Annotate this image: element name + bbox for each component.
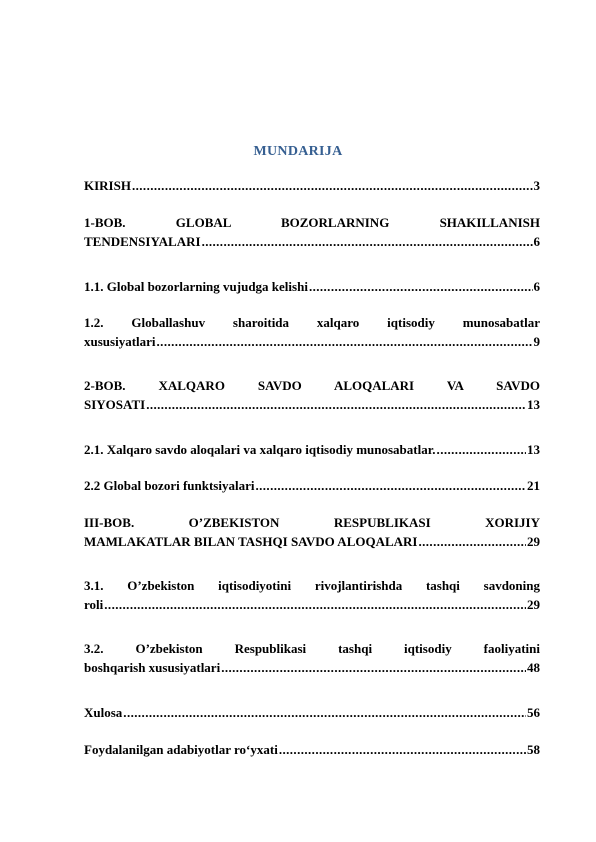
toc-entry-2-1[interactable] xyxy=(84,440,540,459)
toc-line xyxy=(84,740,540,759)
toc-entry-text: 2.2 Global bozori funktsiyalari xyxy=(84,478,255,493)
toc-entry-text: boshqarish xususiyatlari xyxy=(84,660,221,675)
toc-line: 1.2. Globallashuv sharoitida xalqaro iqtisodiy munosabatlar xyxy=(84,315,540,330)
toc-line xyxy=(84,532,540,551)
toc-entry-chapter-3[interactable] xyxy=(84,513,540,551)
toc-line: 3.1. O’zbekiston iqtisodiyotini rivojlantirishda tashqi savdoning xyxy=(84,578,540,593)
toc-entry-chapter-1[interactable] xyxy=(84,213,540,251)
toc-entry-text: 2.1. Xalqaro savdo aloqalari va xalqaro iqtisodiy munosabatlar. xyxy=(84,442,436,457)
toc-leader xyxy=(418,532,526,551)
toc-page-number: 9 xyxy=(533,334,540,349)
toc-line xyxy=(84,595,540,614)
toc-page-number: 21 xyxy=(527,478,540,493)
toc-leader xyxy=(437,440,526,459)
toc-line: III-BOB. O’ZBEKISTON RESPUBLIKASI XORIJIY xyxy=(84,515,540,530)
toc-line xyxy=(84,395,540,414)
toc-entry-2-2[interactable] xyxy=(84,476,540,495)
toc-entry-text: roli xyxy=(84,597,104,612)
toc-entry-text: KIRISH xyxy=(84,178,131,193)
toc-entry-xulosa[interactable] xyxy=(84,703,540,722)
toc-line xyxy=(84,332,540,351)
toc-entry-chapter-2[interactable] xyxy=(84,376,540,414)
toc-entry-1-1[interactable] xyxy=(84,277,540,296)
toc-entry-3-1[interactable] xyxy=(84,576,540,614)
toc-page-number: 58 xyxy=(527,742,540,757)
toc-leader xyxy=(146,395,526,414)
toc-page-number: 29 xyxy=(527,534,540,549)
toc-line: 1-BOB. GLOBAL BOZORLARNING SHAKILLANISH xyxy=(84,215,540,230)
toc-line xyxy=(84,703,540,722)
toc-entry-bibliography[interactable] xyxy=(84,740,540,759)
toc-leader xyxy=(123,703,526,722)
toc-entry-text: 1.1. Global bozorlarning vujudga kelishi xyxy=(84,279,308,294)
toc-line xyxy=(84,176,540,195)
toc-leader xyxy=(221,658,526,677)
toc-line: 3.2. O’zbekiston Respublikasi tashqi iqtisodiy faoliyatini xyxy=(84,641,540,656)
toc-entry-kirish[interactable] xyxy=(84,176,540,195)
toc-leader xyxy=(104,595,526,614)
toc-line xyxy=(84,658,540,677)
toc-leader xyxy=(157,332,533,351)
toc-entry-text: MAMLAKATLAR BILAN TASHQI SAVDO ALOQALARI xyxy=(84,534,418,549)
toc-leader xyxy=(255,476,526,495)
toc-page-number: 48 xyxy=(527,660,540,675)
toc-line xyxy=(84,277,540,296)
toc-line xyxy=(84,232,540,251)
page-title: MUNDARIJA xyxy=(253,144,343,159)
toc-entry-text: Foydalanilgan adabiyotlar ro‘yxati xyxy=(84,742,278,757)
toc-page-number: 13 xyxy=(527,442,540,457)
toc-line: 2-BOB. XALQARO SAVDO ALOQALARI VA SAVDO xyxy=(84,378,540,393)
toc-leader xyxy=(309,277,533,296)
toc-page-number: 13 xyxy=(527,397,540,412)
toc-leader xyxy=(279,740,526,759)
toc-page-number: 6 xyxy=(533,279,540,294)
toc-entry-text: TENDENSIYALARI xyxy=(84,234,201,249)
toc-entry-text: Xulosa xyxy=(84,705,123,720)
toc-page-number: 6 xyxy=(533,234,540,249)
toc-entry-text: xususiyatlari xyxy=(84,334,156,349)
toc-entry-text: SIYOSATI xyxy=(84,397,146,412)
toc-leader xyxy=(132,176,533,195)
toc-entry-1-2[interactable] xyxy=(84,313,540,351)
toc-page-number: 56 xyxy=(527,705,540,720)
toc-line xyxy=(84,476,540,495)
toc-line xyxy=(84,440,540,459)
toc-leader xyxy=(202,232,533,251)
toc-page-number: 29 xyxy=(527,597,540,612)
toc-page-number: 3 xyxy=(533,178,540,193)
toc-entry-3-2[interactable] xyxy=(84,639,540,677)
